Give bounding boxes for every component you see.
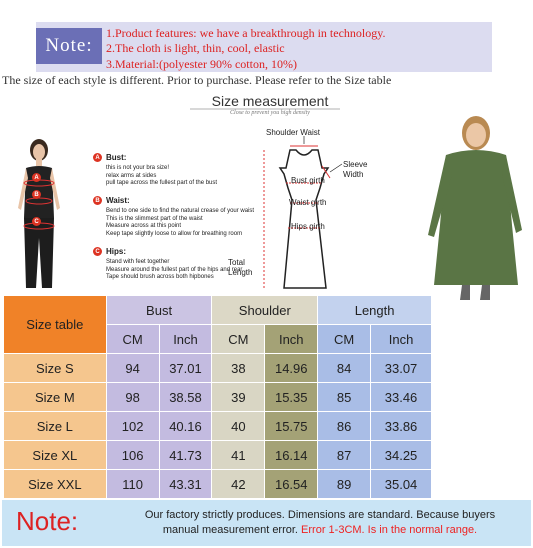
bust-inch: 43.31 <box>159 470 212 499</box>
marker-c: C <box>32 217 41 226</box>
marker-a: A <box>32 173 41 182</box>
waist-girth-label: Waist girth <box>289 198 327 207</box>
bust-cm: 102 <box>106 412 159 441</box>
bust-marker: A <box>93 153 102 162</box>
size-table <box>3 295 432 499</box>
table-row <box>4 383 432 412</box>
shoulder-inch: 15.75 <box>265 412 318 441</box>
shoulder-inch: 15.35 <box>265 383 318 412</box>
length-inch: 33.86 <box>371 412 432 441</box>
bottom-note-text <box>115 508 525 538</box>
dress-diagram <box>258 128 388 298</box>
hips-line: Tape should brush across both hipbones <box>106 274 214 280</box>
bust-cm: 106 <box>106 441 159 470</box>
bust-cm: 110 <box>106 470 159 499</box>
shoulder-cm: 38 <box>212 354 265 383</box>
shoulder-cm: 40 <box>212 412 265 441</box>
product-photo-image <box>418 115 530 300</box>
unit-inch: Inch <box>159 325 212 354</box>
bottom-note-line-1: Our factory strictly produces. Dimensions are standard. Because buyers <box>144 509 496 521</box>
feature-line-2: 2.The cloth is light, thin, cool, elastic <box>106 41 285 55</box>
length-cm: 89 <box>318 470 371 499</box>
size-name: Size XXL <box>4 470 107 499</box>
hips-line: Stand with feet together <box>106 259 170 265</box>
bust-inch: 38.58 <box>159 383 212 412</box>
unit-cm: CM <box>318 325 371 354</box>
unit-cm: CM <box>212 325 265 354</box>
bust-inch: 40.16 <box>159 412 212 441</box>
unit-inch: Inch <box>265 325 318 354</box>
waist-instructions <box>106 208 256 238</box>
waist-line: This is the slimmest part of the waist <box>106 215 203 222</box>
shoulder-waist-label: Shoulder Waist <box>266 128 320 137</box>
error-range-text: Error 1-3CM. Is in the normal range. <box>301 524 478 536</box>
bottom-note-line-2 <box>115 523 525 538</box>
feature-line-1: 1.Product features: we have a breakthrough in technology. <box>106 26 386 40</box>
hips-line: Measure around the fullest part of the hips and rear <box>106 266 243 273</box>
shoulder-inch: 14.96 <box>265 354 318 383</box>
bottom-note-label: Note: <box>16 506 79 536</box>
bust-line: this is not your bra size! <box>106 165 170 171</box>
length-cm: 87 <box>318 441 371 470</box>
bust-header: Bust <box>106 296 212 325</box>
shoulder-cm: 41 <box>212 441 265 470</box>
bust-label: Bust: <box>106 153 127 162</box>
size-table-title: Size table <box>4 296 107 354</box>
waist-marker: B <box>93 196 102 205</box>
shoulder-cm: 42 <box>212 470 265 499</box>
feature-line-3: 3.Material:(polyester 90% cotton, 10%) <box>106 57 297 71</box>
waist-line: Keep tape slightly loose to allow for breathing room <box>106 230 243 237</box>
hips-marker: C <box>93 247 102 256</box>
unit-inch: Inch <box>371 325 432 354</box>
bust-instructions <box>106 165 256 188</box>
length-cm: 85 <box>318 383 371 412</box>
hips-label: Hips: <box>106 247 126 256</box>
waist-line: Bend to one side to find the natural crease of your waist <box>106 208 255 214</box>
size-name: Size L <box>4 412 107 441</box>
hips-girth-label: Hips girth <box>291 222 325 231</box>
total-length-label: Total Length <box>228 258 253 277</box>
size-measurement-subtitle: Close to prevent you high density <box>230 110 310 116</box>
waist-line: Measure across at this point <box>106 223 182 229</box>
bust-line: pull tape across the fullest part of the bust <box>106 180 218 186</box>
bust-inch: 41.73 <box>159 441 212 470</box>
shoulder-inch: 16.14 <box>265 441 318 470</box>
bust-cm: 98 <box>106 383 159 412</box>
size-name: Size M <box>4 383 107 412</box>
length-header: Length <box>318 296 432 325</box>
shoulder-cm: 39 <box>212 383 265 412</box>
bust-cm: 94 <box>106 354 159 383</box>
table-row <box>4 354 432 383</box>
table-row <box>4 470 432 499</box>
shoulder-inch: 16.54 <box>265 470 318 499</box>
model-figure-image <box>8 138 70 288</box>
length-cm: 86 <box>318 412 371 441</box>
unit-cm: CM <box>106 325 159 354</box>
shoulder-header: Shoulder <box>212 296 318 325</box>
waist-label: Waist: <box>106 196 130 205</box>
size-measurement-title: Size measurement <box>211 93 329 109</box>
note-badge: Note: <box>36 28 102 64</box>
bust-inch: 37.01 <box>159 354 212 383</box>
sleeve-width-label: Sleeve Width <box>343 160 368 179</box>
marker-b: B <box>32 190 41 199</box>
length-inch: 33.46 <box>371 383 432 412</box>
size-name: Size XL <box>4 441 107 470</box>
bottom-note-line-2-prefix: manual measurement error. <box>162 524 302 536</box>
size-name: Size S <box>4 354 107 383</box>
length-inch: 35.04 <box>371 470 432 499</box>
length-cm: 84 <box>318 354 371 383</box>
table-row <box>4 441 432 470</box>
bust-line: relax arms at sides <box>106 172 157 179</box>
table-row <box>4 412 432 441</box>
length-inch: 33.07 <box>371 354 432 383</box>
length-inch: 34.25 <box>371 441 432 470</box>
size-notice: The size of each style is different. Prior to purchase. Please refer to the Size table <box>2 73 392 87</box>
bust-girth-label: Bust girth <box>291 176 325 185</box>
